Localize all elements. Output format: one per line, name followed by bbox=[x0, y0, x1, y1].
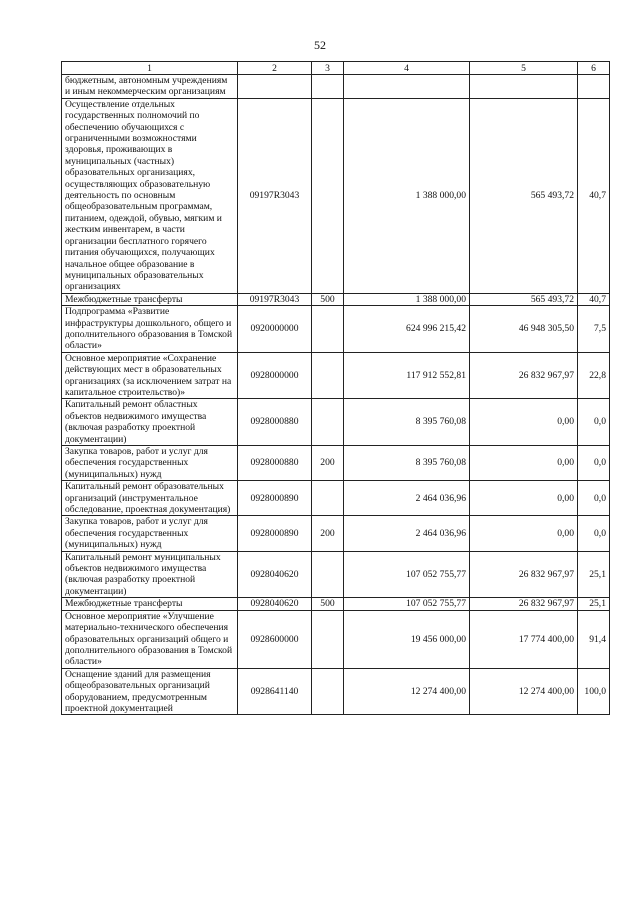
row-expense-type: 500 bbox=[312, 598, 344, 610]
row-plan: 8 395 760,08 bbox=[344, 446, 470, 481]
row-fact: 26 832 967,97 bbox=[470, 598, 578, 610]
row-percent: 22,8 bbox=[578, 352, 610, 399]
table-row bbox=[62, 98, 610, 293]
row-fact: 0,00 bbox=[470, 446, 578, 481]
table-row bbox=[62, 610, 610, 668]
row-plan bbox=[344, 75, 470, 99]
row-percent: 40,7 bbox=[578, 293, 610, 305]
header-col-5: 5 bbox=[470, 62, 578, 75]
row-expense-type bbox=[312, 306, 344, 353]
row-plan: 1 388 000,00 bbox=[344, 98, 470, 293]
page-number: 52 bbox=[314, 38, 326, 52]
row-plan: 107 052 755,77 bbox=[344, 598, 470, 610]
row-code: 0928000890 bbox=[238, 516, 312, 551]
row-expense-type bbox=[312, 668, 344, 715]
row-expense-type: 200 bbox=[312, 516, 344, 551]
budget-table bbox=[61, 61, 610, 715]
row-fact: 565 493,72 bbox=[470, 98, 578, 293]
row-percent: 0,0 bbox=[578, 446, 610, 481]
row-expense-type bbox=[312, 610, 344, 668]
header-col-4: 4 bbox=[344, 62, 470, 75]
header-row bbox=[62, 62, 610, 75]
table-row bbox=[62, 516, 610, 551]
row-expense-type: 500 bbox=[312, 293, 344, 305]
row-code: 09197R3043 bbox=[238, 293, 312, 305]
row-expense-type bbox=[312, 481, 344, 516]
row-name: Межбюджетные трансферты bbox=[62, 598, 238, 610]
row-percent: 40,7 bbox=[578, 98, 610, 293]
row-name: Капитальный ремонт муниципальных объектов недвижимого имущества (включая разработку проектной документации) bbox=[62, 551, 238, 598]
row-plan: 2 464 036,96 bbox=[344, 481, 470, 516]
table-row bbox=[62, 481, 610, 516]
row-fact: 0,00 bbox=[470, 481, 578, 516]
row-percent: 0,0 bbox=[578, 399, 610, 446]
row-expense-type bbox=[312, 98, 344, 293]
row-plan: 107 052 755,77 bbox=[344, 551, 470, 598]
row-code: 09197R3043 bbox=[238, 98, 312, 293]
row-plan: 12 274 400,00 bbox=[344, 668, 470, 715]
header-col-1: 1 bbox=[62, 62, 238, 75]
row-plan: 1 388 000,00 bbox=[344, 293, 470, 305]
row-expense-type bbox=[312, 399, 344, 446]
row-percent: 0,0 bbox=[578, 481, 610, 516]
table-row bbox=[62, 399, 610, 446]
table-row bbox=[62, 75, 610, 99]
row-code: 0928000880 bbox=[238, 399, 312, 446]
header-col-3: 3 bbox=[312, 62, 344, 75]
table-row bbox=[62, 598, 610, 610]
row-plan: 19 456 000,00 bbox=[344, 610, 470, 668]
row-name: Основное мероприятие «Улучшение материально-технического обеспечения образовательных организаций общего и дополнительного образования в Томской области» bbox=[62, 610, 238, 668]
row-name: Осуществление отдельных государственных полномочий по обеспечению обучающихся с ограниченными возможностями здоровья, проживающих в муниципальных (частных) образовательных организациях, осуществляющих образовательную деятельность по основным общеобразовательным программам, питанием, одеждой, обувью, мягким и жестким инвентарем, в части организации бесплатного горячего питания обучающихся, получающих начальное общее образование в муниципальных образовательных организациях bbox=[62, 98, 238, 293]
row-expense-type bbox=[312, 352, 344, 399]
row-code: 0928000890 bbox=[238, 481, 312, 516]
row-fact bbox=[470, 75, 578, 99]
row-fact: 26 832 967,97 bbox=[470, 352, 578, 399]
header-col-6: 6 bbox=[578, 62, 610, 75]
row-percent: 91,4 bbox=[578, 610, 610, 668]
row-fact: 26 832 967,97 bbox=[470, 551, 578, 598]
row-expense-type bbox=[312, 551, 344, 598]
row-fact: 12 274 400,00 bbox=[470, 668, 578, 715]
header-col-2: 2 bbox=[238, 62, 312, 75]
table-row bbox=[62, 668, 610, 715]
row-name: бюджетным, автономным учреждениям и иным некоммерческим организациям bbox=[62, 75, 238, 99]
row-name: Оснащение зданий для размещения общеобразовательных организаций оборудованием, предусмотренным проектной документацией bbox=[62, 668, 238, 715]
row-code: 0928600000 bbox=[238, 610, 312, 668]
row-fact: 0,00 bbox=[470, 399, 578, 446]
table-row bbox=[62, 352, 610, 399]
row-name: Капитальный ремонт областных объектов недвижимого имущества (включая разработку проектной документации) bbox=[62, 399, 238, 446]
table-row bbox=[62, 446, 610, 481]
table-header bbox=[62, 62, 610, 75]
row-expense-type: 200 bbox=[312, 446, 344, 481]
row-name: Закупка товаров, работ и услуг для обеспечения государственных (муниципальных) нужд bbox=[62, 446, 238, 481]
row-code: 0928641140 bbox=[238, 668, 312, 715]
row-name: Основное мероприятие «Сохранение действующих мест в образовательных организациях (за исключением затрат на капитальное строительство)» bbox=[62, 352, 238, 399]
row-percent: 100,0 bbox=[578, 668, 610, 715]
row-percent bbox=[578, 75, 610, 99]
row-code: 0928000000 bbox=[238, 352, 312, 399]
row-percent: 7,5 bbox=[578, 306, 610, 353]
row-code: 0928040620 bbox=[238, 598, 312, 610]
row-code: 0928040620 bbox=[238, 551, 312, 598]
table-row bbox=[62, 293, 610, 305]
row-code: 0920000000 bbox=[238, 306, 312, 353]
row-name: Закупка товаров, работ и услуг для обеспечения государственных (муниципальных) нужд bbox=[62, 516, 238, 551]
table-body bbox=[62, 75, 610, 715]
row-fact: 565 493,72 bbox=[470, 293, 578, 305]
row-percent: 0,0 bbox=[578, 516, 610, 551]
row-fact: 17 774 400,00 bbox=[470, 610, 578, 668]
row-fact: 0,00 bbox=[470, 516, 578, 551]
table-row bbox=[62, 306, 610, 353]
row-name: Подпрограмма «Развитие инфраструктуры дошкольного, общего и дополнительного образования в Томской области» bbox=[62, 306, 238, 353]
row-code: 0928000880 bbox=[238, 446, 312, 481]
row-percent: 25,1 bbox=[578, 551, 610, 598]
row-plan: 2 464 036,96 bbox=[344, 516, 470, 551]
row-code bbox=[238, 75, 312, 99]
row-plan: 624 996 215,42 bbox=[344, 306, 470, 353]
table-row bbox=[62, 551, 610, 598]
row-plan: 117 912 552,81 bbox=[344, 352, 470, 399]
row-name: Межбюджетные трансферты bbox=[62, 293, 238, 305]
row-fact: 46 948 305,50 bbox=[470, 306, 578, 353]
row-name: Капитальный ремонт образовательных организаций (инструментальное обследование, проектная документация) bbox=[62, 481, 238, 516]
row-expense-type bbox=[312, 75, 344, 99]
row-plan: 8 395 760,08 bbox=[344, 399, 470, 446]
row-percent: 25,1 bbox=[578, 598, 610, 610]
